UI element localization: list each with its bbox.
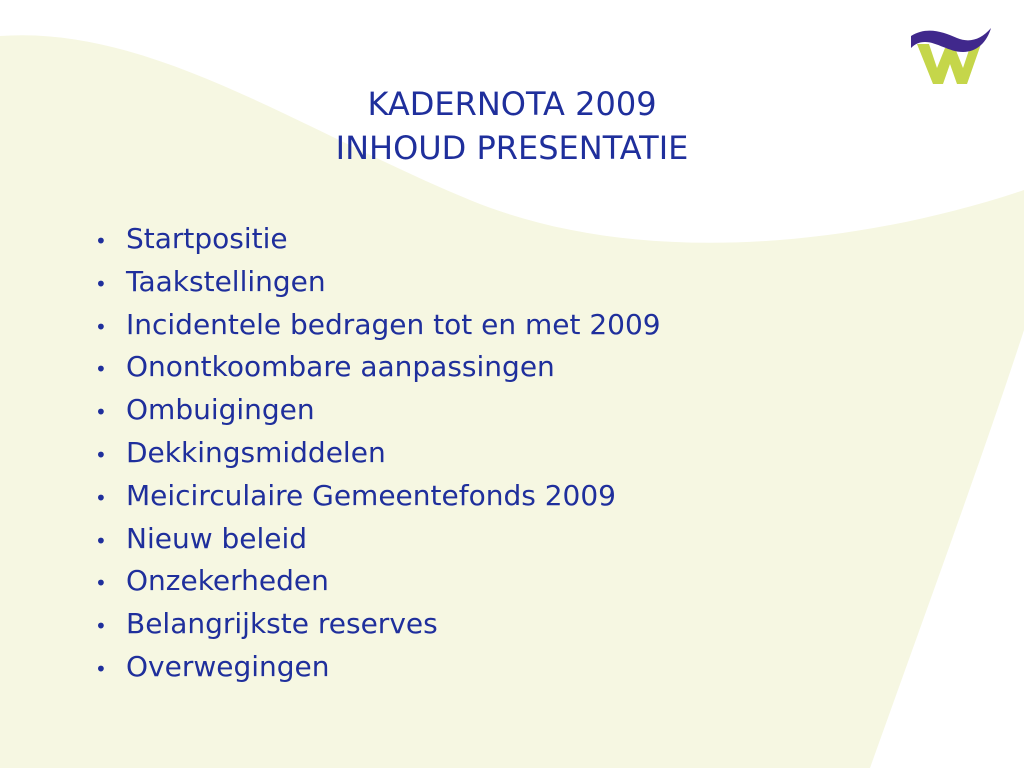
bullet-icon: • bbox=[95, 571, 107, 596]
list-item-label: Onzekerheden bbox=[126, 564, 329, 598]
bullet-icon: • bbox=[95, 229, 107, 253]
bullet-icon: • bbox=[95, 528, 107, 553]
list-item bbox=[95, 519, 661, 562]
list-item bbox=[95, 561, 661, 604]
list-item bbox=[95, 476, 661, 519]
contents-list bbox=[95, 219, 661, 690]
list-item bbox=[95, 647, 661, 690]
list-item-label: Ombuigingen bbox=[126, 393, 315, 427]
title-line-1: KADERNOTA 2009 bbox=[367, 85, 657, 123]
list-item bbox=[95, 305, 661, 348]
bullet-icon: • bbox=[95, 485, 107, 510]
list-item bbox=[95, 433, 661, 476]
bullet-icon: • bbox=[95, 271, 107, 296]
list-item-label: Dekkingsmiddelen bbox=[126, 435, 386, 469]
list-item bbox=[95, 604, 661, 647]
list-item bbox=[95, 390, 661, 433]
title-line-2: INHOUD PRESENTATIE bbox=[335, 129, 689, 167]
list-item-label: Belangrijkste reserves bbox=[126, 607, 438, 641]
bullet-icon: • bbox=[95, 314, 107, 339]
page-title bbox=[0, 82, 1024, 170]
list-item-label: Startpositie bbox=[126, 222, 288, 255]
list-item-label: Overwegingen bbox=[126, 649, 330, 683]
list-item-label: Incidentele bedragen tot en met 2009 bbox=[126, 307, 661, 341]
list-item bbox=[95, 347, 661, 390]
bullet-icon: • bbox=[95, 357, 107, 382]
list-item bbox=[95, 262, 661, 305]
bullet-icon: • bbox=[95, 656, 107, 681]
list-item bbox=[95, 219, 661, 262]
list-item-label: Onontkoombare aanpassingen bbox=[126, 350, 555, 384]
list-item-label: Nieuw beleid bbox=[126, 521, 308, 555]
bullet-icon: • bbox=[95, 614, 107, 639]
municipality-w-logo-icon bbox=[905, 22, 995, 88]
bullet-icon: • bbox=[95, 400, 107, 425]
list-item-label: Meicirculaire Gemeentefonds 2009 bbox=[126, 478, 616, 512]
bullet-icon: • bbox=[95, 442, 107, 467]
list-item-label: Taakstellingen bbox=[126, 264, 326, 298]
